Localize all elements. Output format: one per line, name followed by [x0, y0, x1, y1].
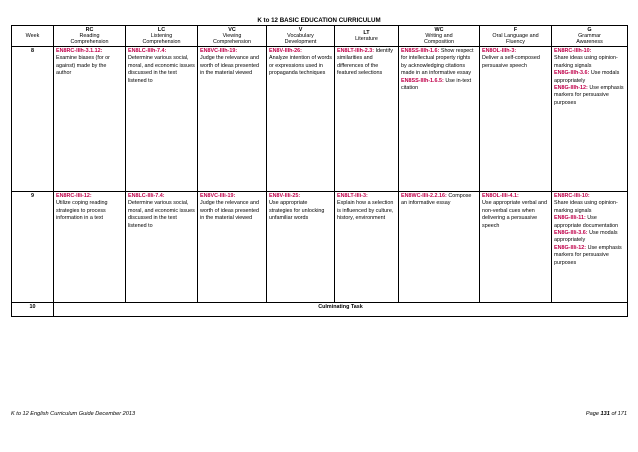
table-row-week-10	[12, 303, 628, 317]
table-cell: EN8WC-IIIi-2.2.16: Compose an informative essay	[399, 192, 480, 303]
column-header-f: F Oral Language and Fluency	[480, 26, 552, 47]
table-cell: EN8LC-IIIh-7.4: Determine various social, moral, and economic issues discussed in the text listened to	[126, 47, 198, 192]
table-row-week-9	[12, 192, 628, 303]
table-cell: EN8RC-IIIi-12: Utilize coping reading strategies to process information in a text	[54, 192, 126, 303]
table-cell: EN8VC-IIIh-19: Judge the relevance and worth of ideas presented in the material viewed	[198, 47, 267, 192]
table-cell: EN8VC-IIIi-19: Judge the relevance and worth of ideas presented in the material viewed	[198, 192, 267, 303]
table-cell: EN8OL-IIIi-4.1: Use appropriate verbal and non-verbal cues when delivering a persuasive speech	[480, 192, 552, 303]
table-cell: EN8V-IIIh-26: Analyze intention of words or expressions used in propaganda techniques	[267, 47, 335, 192]
table-cell: EN8RC-IIIh-10: Share ideas using opinion-marking signals EN8G-IIIh-3.6: Use modals appropriately EN8G-IIIh-12: Use emphasis markers for persuasive purposes	[552, 47, 628, 192]
column-header-vc: VC Viewing Comprehension	[198, 26, 267, 47]
table-cell: EN8RC-IIIi-10: Share ideas using opinion-marking signals EN8G-IIIi-11: Use appropriate documentation EN8G-IIIi-3.6: Use modals appropriately EN8G-IIIi-12: Use emphasis markers for persuasive purposes	[552, 192, 628, 303]
week-header: Week	[12, 26, 54, 47]
footer-guide-title: K to 12 English Curriculum Guide December 2013	[11, 411, 136, 417]
page-number: Page 131 of 171	[585, 411, 627, 417]
table-cell: EN8RC-IIIh-3.1.12: Examine biases (for or against) made by the author	[54, 47, 126, 192]
week-number: 10	[12, 303, 54, 317]
table-cell: EN8OL-IIIh-3: Deliver a self-composed persuasive speech	[480, 47, 552, 192]
table-cell: EN8LT-IIIh-2.3: Identify similarities and differences of the featured selections	[335, 47, 399, 192]
column-header-v: V Vocabulary Development	[267, 26, 335, 47]
column-header-g: G Grammar Awareness	[552, 26, 628, 47]
table-cell: EN8LT-IIIi-3: Explain how a selection is influenced by culture, history, environment	[335, 192, 399, 303]
column-header-rc: RC Reading Comprehension	[54, 26, 126, 47]
column-header-lc: LC Listening Comprehension	[126, 26, 198, 47]
table-cell: EN8LC-IIIi-7.4: Determine various social, moral, and economic issues discussed in the text listened to	[126, 192, 198, 303]
column-header-wc: WC Writing and Composition	[399, 26, 480, 47]
table-row-week-8	[12, 47, 628, 192]
culminating-task: Culminating Task	[54, 303, 628, 317]
week-number: 9	[12, 192, 54, 303]
curriculum-table	[11, 25, 628, 317]
header-row	[12, 26, 628, 47]
page-title: K to 12 BASIC EDUCATION CURRICULUM	[257, 17, 381, 24]
week-number: 8	[12, 47, 54, 192]
table-cell: EN8SS-IIIh-1.6: Show respect for intellectual property rights by acknowledging citations made in an informative essay EN8SS-IIIh-1.6.5: Use in-text citation	[399, 47, 480, 192]
column-header-lt: LT Literature	[335, 26, 399, 47]
table-cell: EN8V-IIIi-25: Use appropriate strategies for unlocking unfamiliar words	[267, 192, 335, 303]
